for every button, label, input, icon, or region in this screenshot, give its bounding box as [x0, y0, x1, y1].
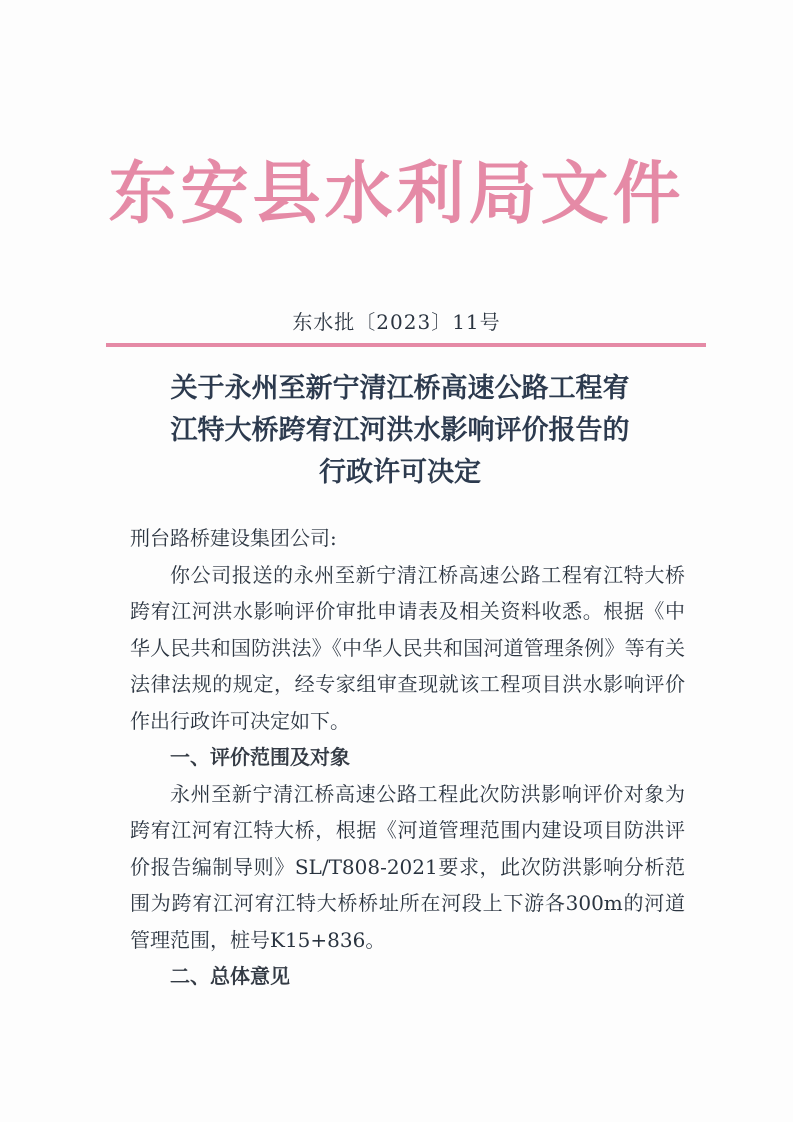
title-line-3: 行政许可决定	[319, 457, 481, 488]
section-2-heading: 二、总体意见	[170, 964, 290, 988]
title-line-1: 关于永州至新宁清江桥高速公路工程宥	[170, 373, 630, 404]
title-line-2: 江特大桥跨宥江河洪水影响评价报告的	[170, 415, 630, 446]
red-divider-line	[106, 343, 706, 347]
document-number: 东水批〔2023〕11号	[292, 310, 501, 334]
section-1-heading: 一、评价范围及对象	[170, 745, 350, 769]
salutation: 刑台路桥建设集团公司:	[130, 526, 337, 550]
section-1-paragraph: 永州至新宁清江桥高速公路工程此次防洪影响评价对象为跨宥江河宥江特大桥，根据《河道管理范围内建设项目防洪评价报告编制导则》SL/T808-2021要求，此次防洪影响分析范围为跨宥江河宥江特大桥桥址所在河段上下游各300m的河道管理范围，桩号K15+836。	[130, 781, 685, 952]
intro-paragraph: 你公司报送的永州至新宁清江桥高速公路工程宥江特大桥跨宥江河洪水影响评价审批申请表及相关资料收悉。根据《中华人民共和国防洪法》《中华人民共和国河道管理条例》等有关法律法规的规定，经专家组审查现就该工程项目洪水影响评价作出行政许可决定如下。	[130, 562, 685, 733]
agency-masthead-title: 东安县水利局文件	[108, 154, 685, 234]
document-title	[100, 368, 700, 494]
document-body	[130, 520, 685, 995]
